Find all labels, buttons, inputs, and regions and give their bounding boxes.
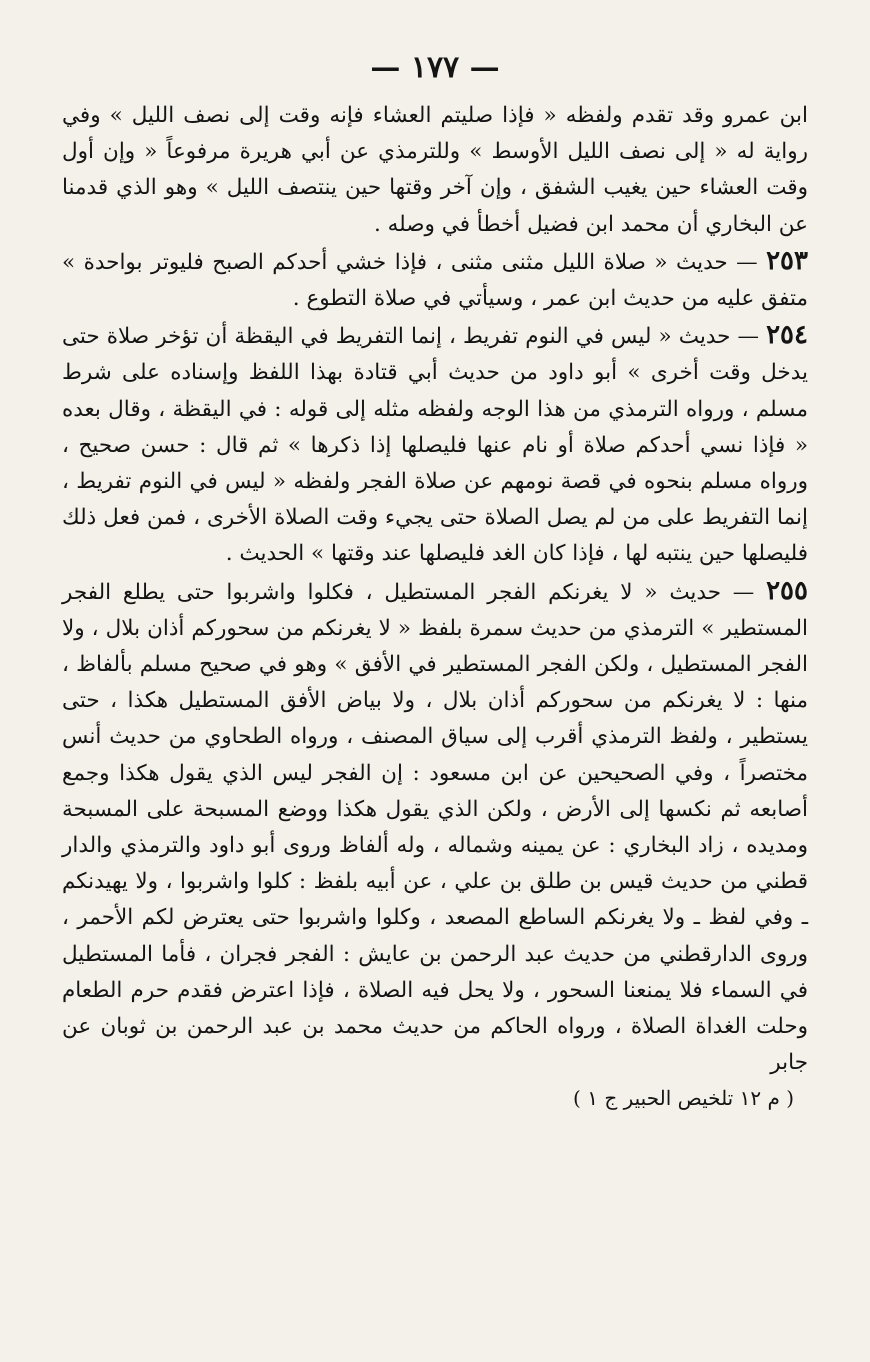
hadith-254 [62, 317, 808, 572]
text-body [62, 98, 808, 1081]
hadith-number: ٢٥٣ [766, 245, 808, 276]
paragraph-text: ابن عمرو وقد تقدم ولفظه « فإذا صليتم العشاء فإنه وقت إلى نصف الليل » وفي رواية له « إلى نصف الليل الأوسط » وللترمذي عن أبي هريرة مرفوعاً « وإن أول وقت العشاء حين يغيب الشفق ، وإن آخر وقتها حين ينتصف الليل » وهو الذي قدمنا عن البخاري أن محمد ابن فضيل أخطأ في وصله . [62, 103, 808, 237]
hadith-number: ٢٥٥ [766, 575, 808, 606]
page-number: — ١٧٧ — [370, 50, 500, 85]
paragraph-text: — حديث « ليس في النوم تفريط ، إنما التفريط في اليقظة أن تؤخر صلاة حتى يدخل وقت أخرى » أبو داود من حديث أبي قتادة بهذا اللفظ وإسناده على شرط مسلم ، ورواه الترمذي من هذا الوجه ولفظه مثله إلى قوله : في اليقظة ، وقال بعده « فإذا نسي أحدكم صلاة أو نام عنها فليصلها إذا ذكرها » ثم قال : حسن صحيح ، ورواه مسلم بنحوه في قصة نومهم عن صلاة الفجر ولفظه « ليس في النوم تفريط ، إنما التفريط على من لم يصل الصلاة حتى يجيء وقت الصلاة الأخرى ، فمن فعل ذلك فليصلها حين ينتبه لها ، فإذا كان الغد فليصلها عند وقتها » الحديث . [62, 324, 808, 567]
hadith-number: ٢٥٤ [766, 320, 808, 351]
hadith-253 [62, 243, 808, 317]
paragraph-continuation [62, 98, 808, 243]
paragraph-text: — حديث « صلاة الليل مثنى مثنى ، فإذا خشي أحدكم الصبح فليوتر بواحدة » متفق عليه من حديث ابن عمر ، وسيأتي في صلاة التطوع . [62, 249, 808, 312]
hadith-255 [62, 573, 808, 1082]
footer-signature: ( م ١٢ تلخيص الحبير ج ١ ) [573, 1086, 794, 1111]
paragraph-text: — حديث « لا يغرنكم الفجر المستطيل ، فكلوا واشربوا حتى يطلع الفجر المستطير » الترمذي من حديث سمرة بلفظ « لا يغرنكم من سحوركم أذان بلال ، ولا الفجر المستطيل ، ولكن الفجر المستطير في الأفق » وهو في صحيح مسلم بألفاظ ، منها : لا يغرنكم من سحوركم أذان بلال ، ولا بياض الأفق المستطيل هكذا ، حتى يستطير ، ولفظ الترمذي أقرب إلى سياق المصنف ، ورواه الطحاوي من حديث أنس مختصراً ، وفي الصحيحين عن ابن مسعود : إن الفجر ليس الذي يقول هكذا وجمع أصابعه ثم نكسها إلى الأرض ، ولكن الذي يقول هكذا ووضع المسبحة على المسبحة ومديده ، زاد البخاري : عن يمينه وشماله ، وله ألفاظ وروى أبو داود والترمذي والدار قطني من حديث قيس بن طلق بن علي ، عن أبيه بلفظ : كلوا واشربوا ، ولا يهيدنكم ـ وفي لفظ ـ ولا يغرنكم الساطع المصعد ، وكلوا واشربوا حتى يعترض لكم الأحمر ، وروى الدارقطني من حديث عبد الرحمن بن عايش : الفجر فجران ، فأما المستطيل في السماء فلا يمنعنا السحور ، ولا يحل فيه الصلاة ، فإذا اعترض فقدم حرم الطعام وحلت الغداة الصلاة ، ورواه الحاكم من حديث محمد بن عبد الرحمن بن ثوبان عن جابر [62, 579, 808, 1076]
